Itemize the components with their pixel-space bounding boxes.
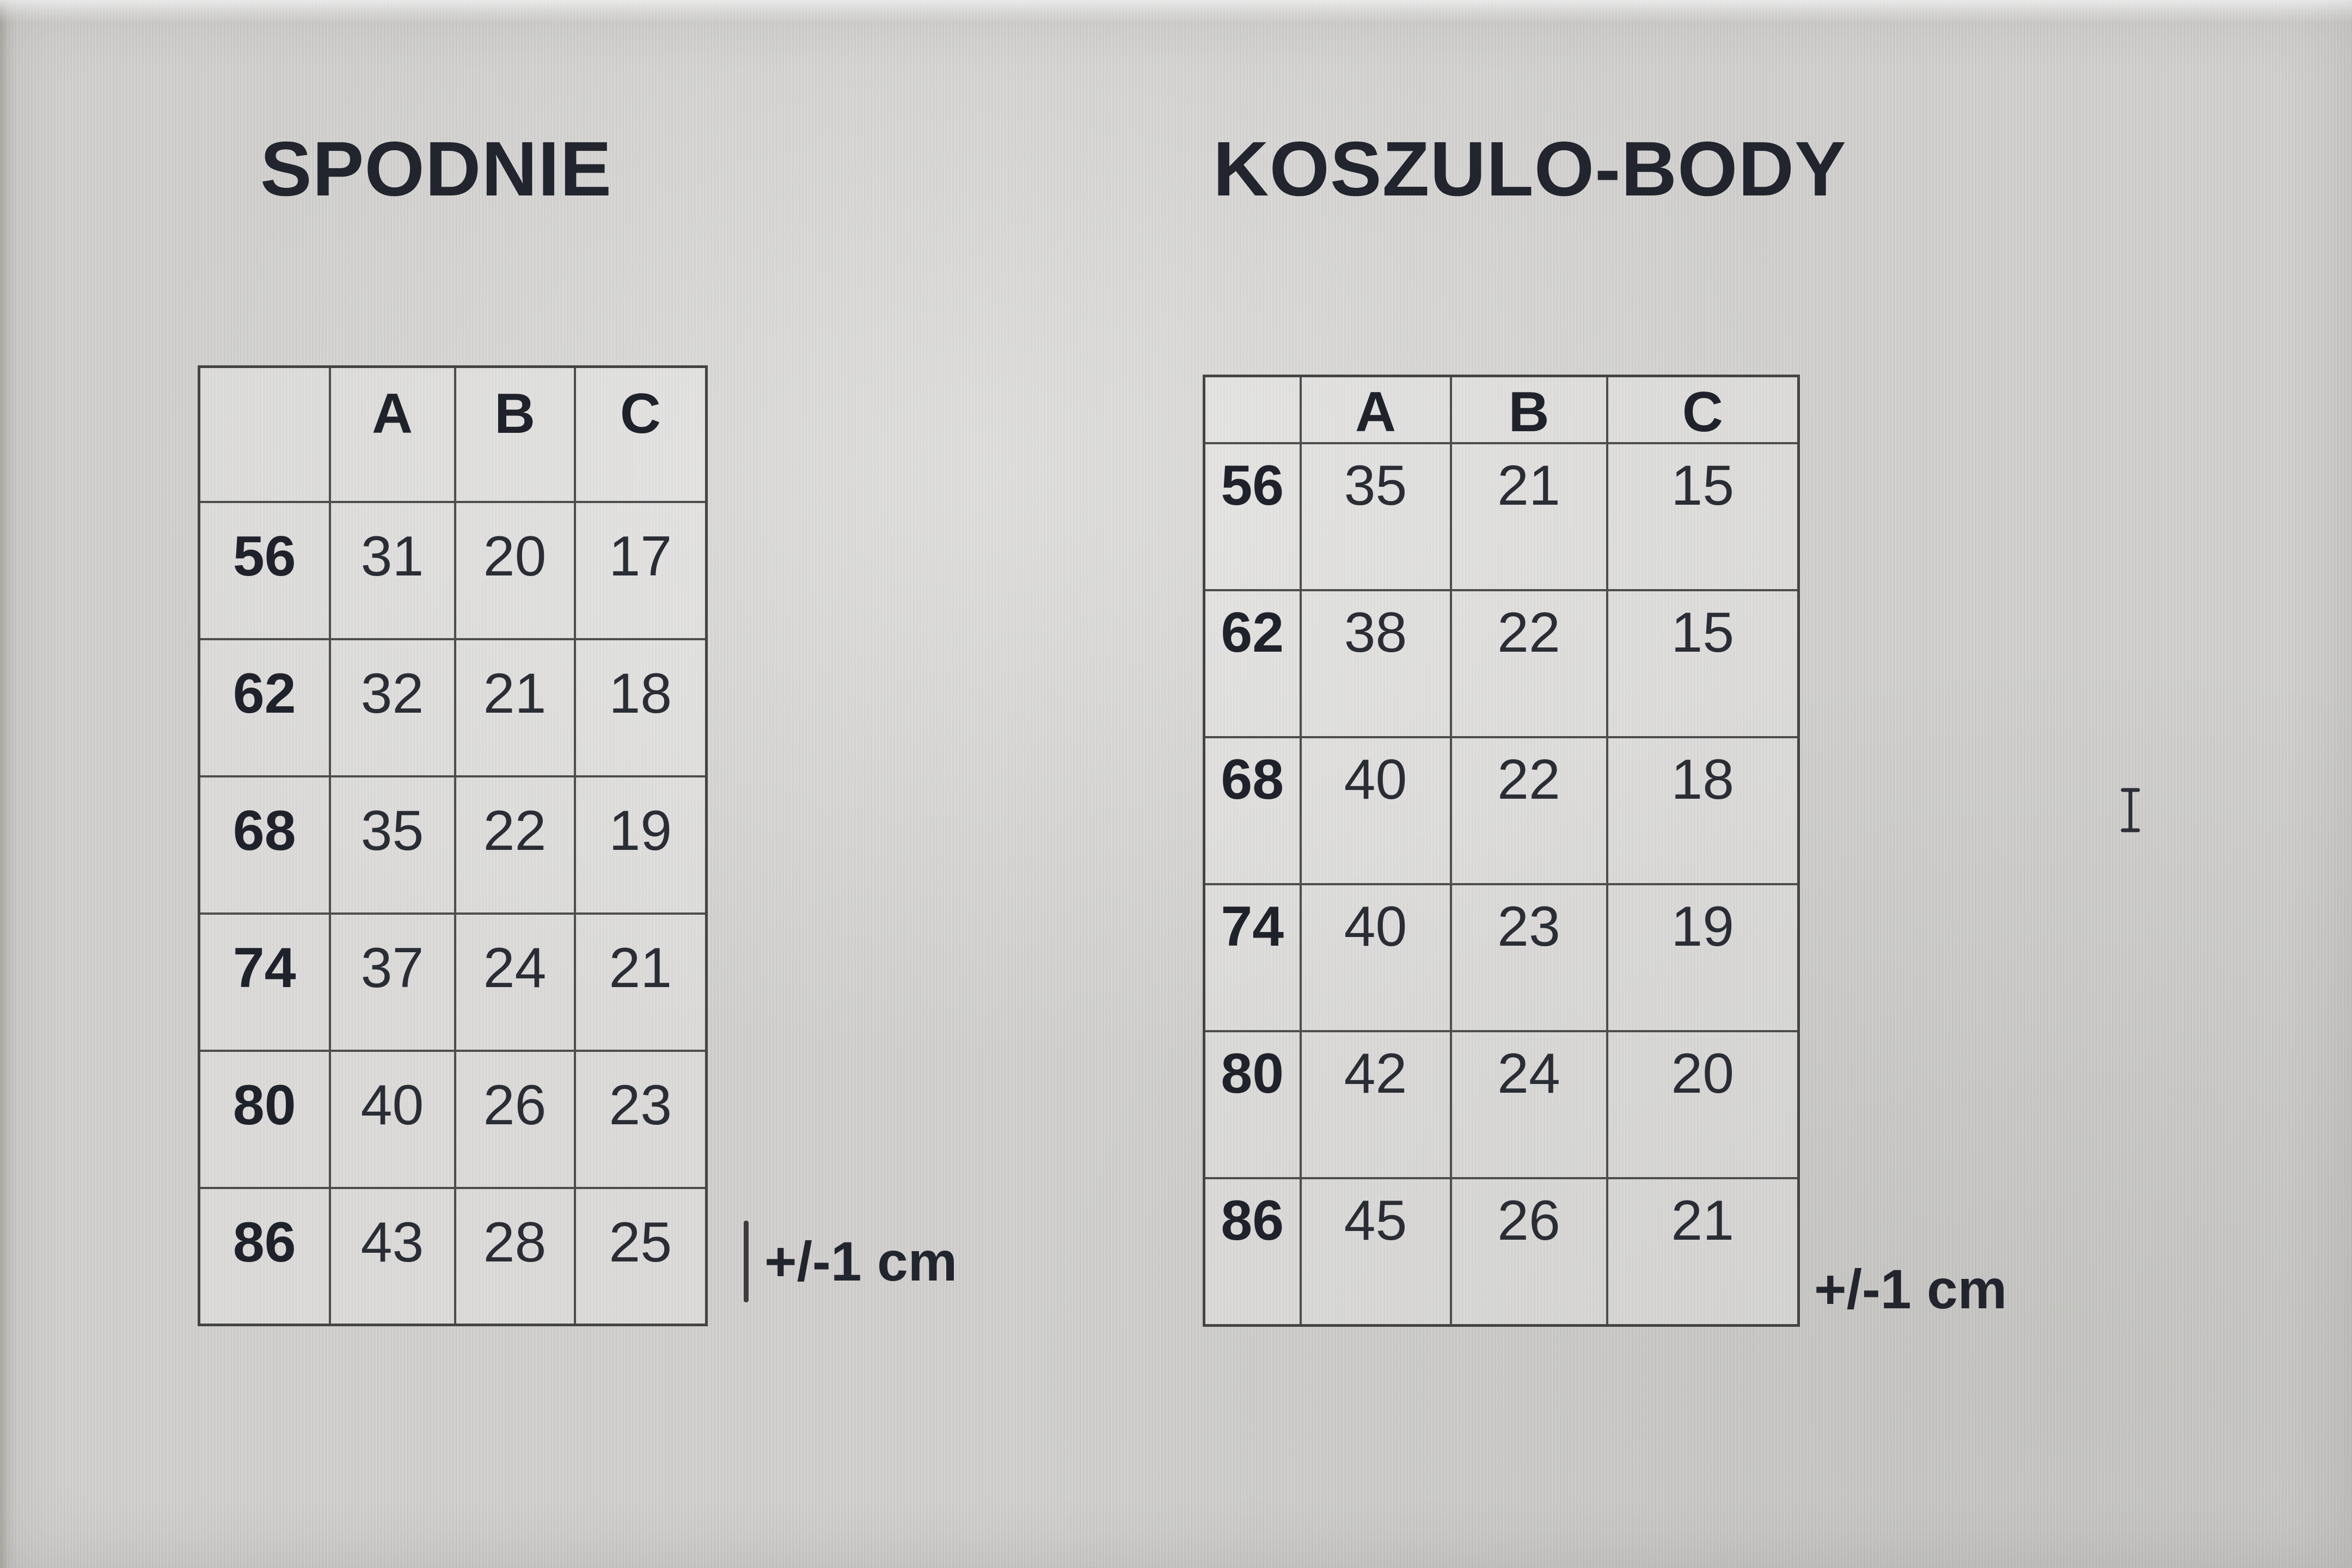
spodnie-size-68: 68	[199, 776, 330, 914]
spodnie-cell-62-b: 21	[455, 639, 575, 776]
spodnie-col-header-a: A	[330, 367, 455, 502]
spodnie-col-header-c: C	[575, 367, 707, 502]
koszulo-cell-56-a: 35	[1301, 443, 1451, 590]
spodnie-cell-68-a: 35	[330, 776, 455, 914]
spodnie-cell-62-c: 18	[575, 639, 707, 776]
koszulo-header-row	[1204, 376, 1799, 444]
koszulo-cell-56-c: 15	[1607, 443, 1799, 590]
koszulo-cell-74-a: 40	[1301, 884, 1451, 1031]
spodnie-cell-86-c: 25	[575, 1188, 707, 1325]
spodnie-tolerance-note: +/-1 cm	[764, 1230, 958, 1293]
spodnie-cell-62-a: 32	[330, 639, 455, 776]
spodnie-size-62: 62	[199, 639, 330, 776]
spodnie-size-74: 74	[199, 914, 330, 1051]
table-row	[1204, 1178, 1799, 1325]
koszulo-size-56: 56	[1204, 443, 1301, 590]
koszulo-size-80: 80	[1204, 1031, 1301, 1178]
table-row	[199, 502, 707, 639]
spodnie-table	[198, 365, 708, 1326]
koszulo-cell-56-b: 21	[1451, 443, 1607, 590]
spodnie-col-header-b: B	[455, 367, 575, 502]
koszulo-cell-80-b: 24	[1451, 1031, 1607, 1178]
table-row	[199, 1051, 707, 1188]
koszulo-size-62: 62	[1204, 590, 1301, 737]
text-cursor-icon	[2118, 787, 2143, 833]
table-row	[1204, 884, 1799, 1031]
spodnie-cell-80-b: 26	[455, 1051, 575, 1188]
spodnie-size-80: 80	[199, 1051, 330, 1188]
spodnie-title: SPODNIE	[260, 126, 612, 212]
spodnie-cell-80-a: 40	[330, 1051, 455, 1188]
spodnie-cell-74-a: 37	[330, 914, 455, 1051]
koszulo-size-68: 68	[1204, 737, 1301, 884]
koszulo-cell-68-c: 18	[1607, 737, 1799, 884]
koszulo-cell-74-b: 23	[1451, 884, 1607, 1031]
table-row	[1204, 590, 1799, 737]
spodnie-cell-86-a: 43	[330, 1188, 455, 1325]
koszulo-cell-68-a: 40	[1301, 737, 1451, 884]
table-row	[1204, 443, 1799, 590]
koszulo-cell-86-c: 21	[1607, 1178, 1799, 1325]
table-row	[199, 639, 707, 776]
koszulo-col-header-a: A	[1301, 376, 1451, 444]
table-row	[199, 914, 707, 1051]
koszulo-col-header-c: C	[1607, 376, 1799, 444]
koszulo-corner-cell	[1204, 376, 1301, 444]
spodnie-cell-80-c: 23	[575, 1051, 707, 1188]
spodnie-cell-68-b: 22	[455, 776, 575, 914]
spodnie-cell-74-b: 24	[455, 914, 575, 1051]
koszulo-cell-62-c: 15	[1607, 590, 1799, 737]
koszulo-tolerance-note: +/-1 cm	[1814, 1258, 2007, 1320]
spodnie-cell-56-b: 20	[455, 502, 575, 639]
koszulo-size-86: 86	[1204, 1178, 1301, 1325]
koszulo-cell-68-b: 22	[1451, 737, 1607, 884]
koszulo-cell-74-c: 19	[1607, 884, 1799, 1031]
spodnie-header-row	[199, 367, 707, 502]
spodnie-size-56: 56	[199, 502, 330, 639]
spodnie-cell-56-a: 31	[330, 502, 455, 639]
koszulo-cell-62-b: 22	[1451, 590, 1607, 737]
koszulo-cell-86-b: 26	[1451, 1178, 1607, 1325]
koszulo-size-74: 74	[1204, 884, 1301, 1031]
koszulo-cell-86-a: 45	[1301, 1178, 1451, 1325]
spodnie-cell-56-c: 17	[575, 502, 707, 639]
koszulo-body-table	[1203, 375, 1800, 1327]
koszulo-col-header-b: B	[1451, 376, 1607, 444]
koszulo-cell-62-a: 38	[1301, 590, 1451, 737]
spodnie-tolerance-tick	[744, 1221, 749, 1302]
spodnie-cell-86-b: 28	[455, 1188, 575, 1325]
koszulo-cell-80-c: 20	[1607, 1031, 1799, 1178]
table-row	[199, 1188, 707, 1325]
koszulo-body-title: KOSZULO-BODY	[1213, 126, 1847, 212]
table-row	[1204, 1031, 1799, 1178]
table-row	[199, 776, 707, 914]
spodnie-corner-cell	[199, 367, 330, 502]
spodnie-cell-68-c: 19	[575, 776, 707, 914]
table-row	[1204, 737, 1799, 884]
spodnie-size-86: 86	[199, 1188, 330, 1325]
spodnie-cell-74-c: 21	[575, 914, 707, 1051]
koszulo-cell-80-a: 42	[1301, 1031, 1451, 1178]
